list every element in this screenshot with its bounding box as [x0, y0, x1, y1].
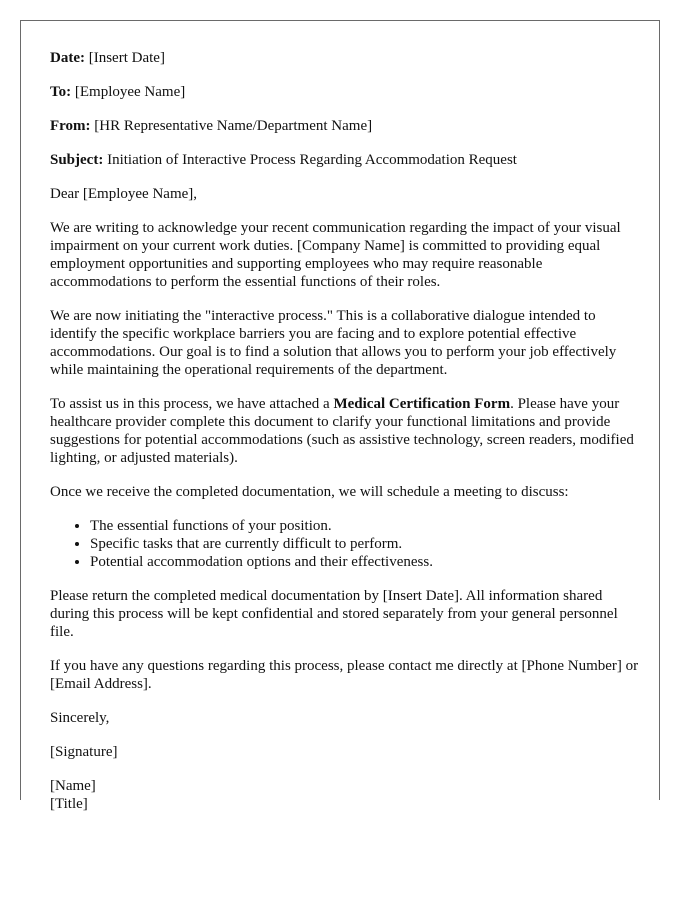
paragraph-medical-form [50, 395, 640, 467]
medical-form-name: Medical Certification Form [333, 396, 511, 412]
signer-title: [Title] [50, 796, 88, 812]
date-line [50, 49, 640, 67]
date-value: [Insert Date] [88, 50, 165, 66]
date-label: Date: [50, 50, 85, 66]
from-line [50, 117, 640, 135]
paragraph-return-deadline: Please return the completed medical documentation by [Insert Date]. All information shared during this process will be kept confidential and stored separately from your general personnel file. [50, 588, 618, 640]
paragraph-contact: If you have any questions regarding this process, please contact me directly at [Phone Number] or [Email Address]. [50, 658, 639, 692]
list-item: • The essential functions of your position. [90, 517, 640, 535]
from-label: From: [50, 118, 91, 134]
discussion-points-list [50, 517, 640, 571]
letter-content [50, 49, 640, 813]
paragraph-acknowledgement: We are writing to acknowledge your recent communication regarding the impact of your visual impairment on your current work duties. [Company Name] is committed to providing equal employment opportunities and supporting employees who may require reasonable accommodations to perform the essential functions of their roles. [50, 220, 621, 290]
signature-placeholder: [Signature] [50, 744, 118, 760]
signer-name: [Name] [50, 778, 96, 794]
list-item: • Specific tasks that are currently difficult to perform. [90, 535, 640, 553]
signature-block [50, 709, 640, 813]
paragraph-interactive-process: We are now initiating the "interactive process." This is a collaborative dialogue intended to identify the specific workplace barriers you are facing and to explore potential effective accommodations. Our goal is to find a solution that allows you to perform your job effectively while maintaining the operational requirements of the department. [50, 308, 617, 378]
salutation: Dear [Employee Name], [50, 186, 198, 202]
sign-off: Sincerely, [50, 710, 110, 726]
from-value: [HR Representative Name/Department Name] [94, 118, 373, 134]
to-value: [Employee Name] [74, 84, 186, 100]
list-item: • Potential accommodation options and their effectiveness. [90, 553, 640, 571]
subject-value: Initiation of Interactive Process Regarding Accommodation Request [107, 152, 517, 168]
medical-form-details: . Please have your healthcare provider complete this document to clarify your functional limitations and provide suggestions for potential accommodations (such as assistive technology, screen readers, modified lighting, or adjusted materials). [50, 396, 634, 466]
paragraph-meeting-intro: Once we receive the completed documentation, we will schedule a meeting to discuss: [50, 484, 569, 500]
to-line [50, 83, 640, 101]
medical-form-intro: To assist us in this process, we have attached a [50, 396, 334, 412]
letter-page [20, 20, 660, 812]
subject-line [50, 151, 640, 169]
to-label: To: [50, 84, 72, 100]
subject-label: Subject: [50, 152, 104, 168]
